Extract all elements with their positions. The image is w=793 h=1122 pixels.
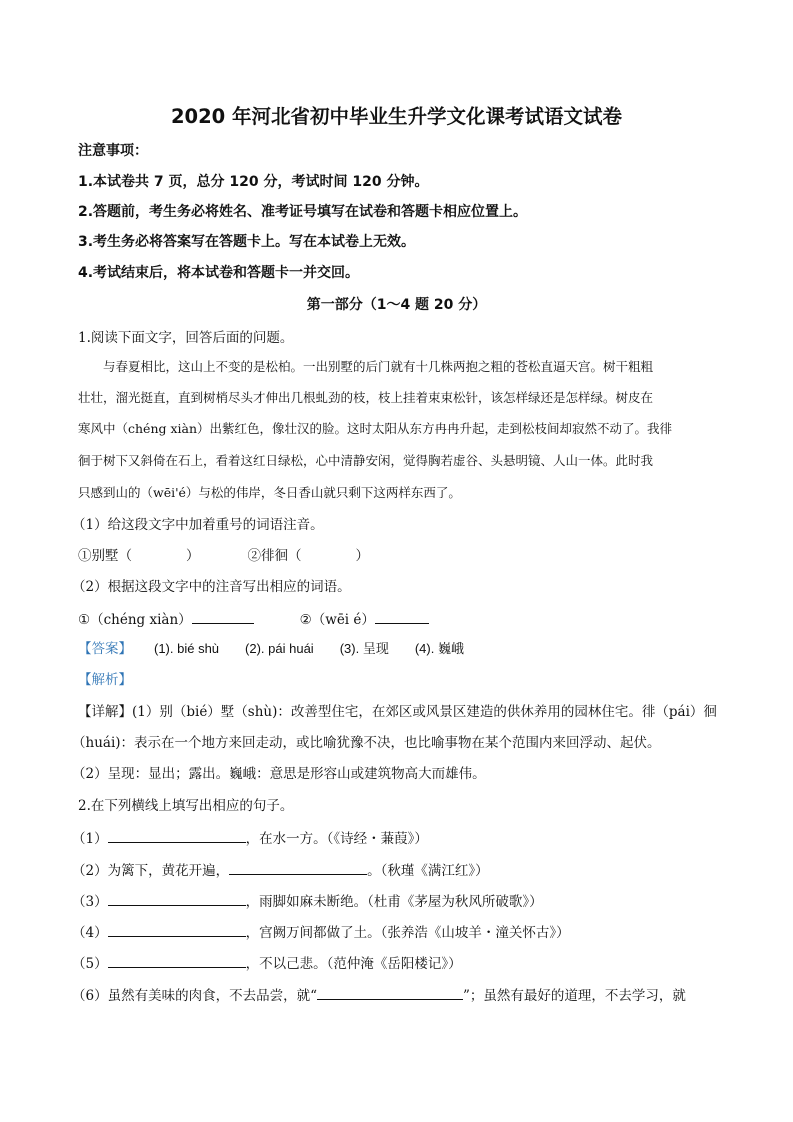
page-title: 2020 年河北省初中毕业生升学文化课考试语文试卷 — [170, 105, 623, 128]
item-number: （3） — [72, 894, 108, 910]
analysis-detail-line: （2）呈现：显出；露出。巍峨：意思是形容山或建筑物高大而雄伟。 — [72, 766, 486, 782]
item-number: （1） — [72, 831, 108, 847]
answer-item: (1). bié shù — [154, 641, 220, 656]
answer-item: (4). 巍峨 — [414, 641, 464, 656]
answer-line[interactable] — [192, 609, 254, 624]
passage-line: 与春夏相比，这山上不变的是松柏。一出别墅的后门就有十几株两抱之粗的苍松直逼天宫。树干粗粗 — [103, 359, 654, 374]
answer-row — [78, 640, 464, 658]
item-number: （5） — [72, 956, 108, 972]
passage-line: 只感到山的（wēi'é）与松的伟岸，冬日香山就只剩下这两样东西了。 — [78, 485, 461, 500]
fill-item — [72, 985, 686, 1005]
notice-item: 1.本试卷共 7 页，总分 120 分，考试时间 120 分钟。 — [78, 174, 429, 190]
answer-tag: 【答案】 — [78, 641, 132, 657]
item-prefix: 虽然有美味的肉食，不去品尝，就“ — [107, 988, 317, 1004]
passage-line: 寒风中（chéng xiàn）出紫红色，像壮汉的脸。这时太阳从东方冉冉升起，走到松枝间却寂然不动了。我徘 — [78, 421, 673, 436]
analysis-detail-line: 【详解】(1）别（bié）墅（shù)：改善型住宅，在郊区或风景区建造的供休养用的园林住宅。徘（pái）徊 — [78, 704, 717, 720]
blank-close: ） — [355, 548, 369, 564]
blank-label: ①别墅（ — [78, 548, 132, 564]
passage-line: 壮壮，溜光挺直，直到树梢尽头才伸出几根虬劲的枝，枝上挂着束束松针，该怎样绿还是怎样绿。树皮在 — [78, 390, 654, 405]
item-suffix: ，宫阙万间都做了土。（张养浩《山坡羊・潼关怀古》） — [245, 925, 570, 941]
fill-item — [72, 860, 489, 880]
item-prefix: 为篱下，黄花开遍， — [107, 863, 230, 879]
answer-line[interactable] — [108, 828, 246, 843]
passage-line: 徊于树下又斜倚在石上，看着这红日绿松，心中清静安闲，觉得胸若虚谷、头悬明镜、人山一体。此时我 — [78, 453, 654, 468]
item-number: （4） — [72, 925, 108, 941]
fill-item — [72, 953, 462, 973]
blank-label: ①（chéng xiàn） — [78, 612, 192, 628]
blank-label: ②徘徊（ — [247, 548, 302, 564]
notice-item: 2.答题前，考生务必将姓名、准考证号填写在试卷和答题卡相应位置上。 — [78, 204, 528, 220]
fill-item — [72, 922, 570, 942]
notice-item: 4.考试结束后，将本试卷和答题卡一并交回。 — [78, 265, 360, 281]
subquestion-2-blanks — [78, 609, 429, 629]
subquestion-1-blanks — [78, 547, 369, 565]
question-1-stem: 1.阅读下面文字，回答后面的问题。 — [78, 330, 294, 346]
part-heading: 第一部分（1～4 题 20 分） — [306, 297, 487, 313]
fill-item — [72, 828, 428, 848]
subquestion-2: （2）根据这段文字中的注音写出相应的词语。 — [72, 579, 351, 595]
fill-item — [72, 891, 543, 911]
question-2-stem: 2.在下列横线上填写出相应的句子。 — [78, 798, 294, 814]
answer-item: (3). 呈现 — [339, 641, 389, 656]
item-suffix: ，在水一方。（《诗经・蒹葭》） — [245, 831, 428, 847]
answer-line[interactable] — [108, 922, 246, 937]
answer-line[interactable] — [108, 953, 246, 968]
item-suffix: ，不以己悲。（范仲淹《岳阳楼记》） — [245, 956, 462, 972]
answer-line[interactable] — [229, 860, 367, 875]
answer-line[interactable] — [108, 891, 246, 906]
item-suffix: ，雨脚如麻未断绝。（杜甫《茅屋为秋风所破歌》） — [245, 894, 543, 910]
item-suffix: ”；虽然有最好的道理，不去学习，就 — [463, 988, 686, 1004]
analysis-tag: 【解析】 — [78, 672, 132, 688]
blank-close: ） — [186, 548, 200, 564]
notice-item: 3.考生务必将答案写在答题卡上。写在本试卷上无效。 — [78, 234, 416, 250]
item-number: （6） — [72, 988, 108, 1004]
analysis-detail-line: （huái)：表示在一个地方来回走动，或比喻犹豫不决，也比喻事物在某个范围内来回浮动、起伏。 — [72, 735, 661, 751]
blank-label: ②（wēi é） — [299, 612, 375, 628]
notice-heading: 注意事项： — [78, 143, 148, 159]
item-number: （2） — [72, 863, 108, 879]
item-suffix: 。（秋瑾《满江红》） — [367, 863, 489, 879]
answer-line[interactable] — [317, 985, 463, 1000]
answer-item: (2). pái huái — [245, 641, 314, 656]
answer-line[interactable] — [375, 609, 429, 624]
subquestion-1: （1）给这段文字中加着重号的词语注音。 — [72, 517, 324, 533]
